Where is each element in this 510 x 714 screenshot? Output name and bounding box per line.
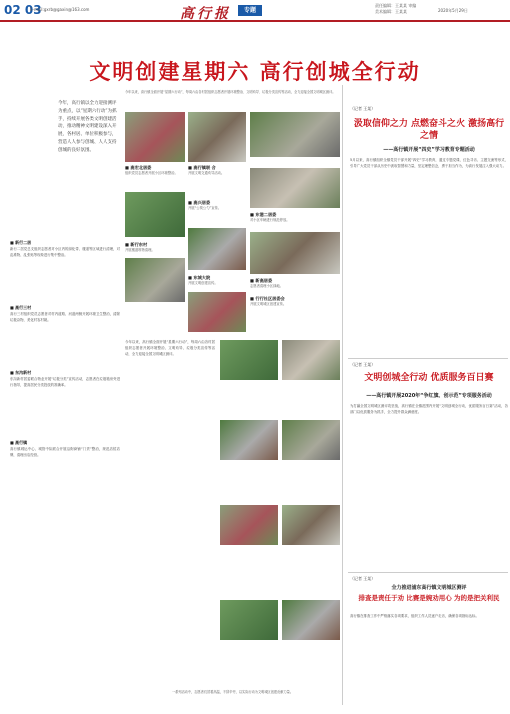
- photo-courtyard: [282, 340, 340, 380]
- photo-community-yard: [250, 112, 340, 157]
- photo-caption-title-2: ■ 高行镇联 合: [188, 165, 216, 170]
- photo-banner-event: [188, 292, 246, 332]
- photo-lawn-volunteers: [220, 420, 278, 460]
- photo-street-cleaning: [188, 112, 246, 162]
- section-head-1: ■ 新行二居: [10, 240, 32, 245]
- photo-corridor-cleanup: [188, 228, 246, 270]
- photo-caption-text-5: 开展楼道堆物清理。: [125, 248, 155, 252]
- article-2-title: 文明创城全行动 优质服务百日赛: [364, 373, 494, 383]
- page-number: 02 03: [4, 3, 42, 17]
- body-text-block-a: 今年以来，高行镇全面开展“星期六行动”，每周六由各村居组织志愿者开展环境整治、文明劝导、垃圾分类宣传等活动，全力迎接全国文明城区测评。: [125, 340, 215, 356]
- section-head-4: ■ 高行镇: [10, 440, 28, 445]
- article-3-title: 排查是责任于劝 比赛是婉劝用心 为的是把关利民: [358, 594, 500, 602]
- intro-paragraph: 今年，高行镇以全力迎接测评为重点，以“星期六行动”为抓手，持续开展各类文明创建活动，推动精神文明建设深入开展，各村居、单位积极参与，营造人人参与创城、人人支持创城的良好氛围。: [58, 101, 117, 153]
- email-address: E-mail:gxrb@gaxin@163.com: [30, 7, 90, 12]
- page-header: [0, 0, 510, 22]
- photo-caption-title-1: ■ 高宏北居委: [125, 165, 152, 170]
- article-1-title: 汲取信仰之力 点燃奋斗之火 激扬高行之情: [353, 119, 505, 141]
- photo-caption-title-8: ■ 行行社区居委会: [250, 296, 285, 301]
- article-2-tag: （记者 王某）: [350, 362, 376, 367]
- editor-line-1: 责任编辑：王某某 审编: [375, 3, 417, 8]
- photo-garden-bed: [220, 600, 278, 640]
- issue-date: 2020年5月29日: [438, 8, 468, 13]
- photo-volunteers-group: [125, 112, 185, 162]
- editor-line-2: 美术编辑：王某某: [375, 9, 407, 14]
- top-caption: 今年以来，高行镇全面开展“星期六行动”，每周六由各村居组织志愿者开展环境整治、文明劝导、垃圾分类宣传等活动，全力迎接全国文明城区测评。: [125, 90, 336, 94]
- section-text-1: 新行二居党总支组织志愿者对小区内的绿化带、楼道等区域进行清理，对乱堆物、乱张贴等现象进行集中整治。: [10, 247, 120, 257]
- photo-sidewalk: [282, 505, 340, 545]
- section-text-3: 东沟新村居委联合物业开展“垃圾分类”宣传活动，志愿者在垃圾箱房旁进行指导，提高居民分类投放的准确率。: [10, 377, 120, 387]
- bottom-note: 一系列活动中，志愿者们冒着高温，不辞辛劳，以实际行动为文明城区创建贡献力量。: [171, 690, 294, 694]
- article-2-body: 为打赢全国文明城区测评攻坚战，高行镇在全镇范围内开展“文明创城全行动，优质服务百日赛”活动，各部门以优质服务为抓手，全力提升群众满意度。: [350, 404, 508, 414]
- column-divider: [342, 85, 343, 705]
- section-head-2: ■ 高行三村: [10, 305, 32, 310]
- photo-caption-text-1: 组织党员志愿者开展小区环境整治。: [125, 171, 178, 175]
- photo-residential-path: [250, 232, 340, 274]
- article-3-deck: 全力推进浦东高行镇文明城区测评: [391, 585, 467, 591]
- photo-green-belt: [125, 192, 185, 237]
- photo-road-patrol: [282, 420, 340, 460]
- photo-park-entrance: [282, 600, 340, 640]
- photo-caption-text-4: 对小区车辆进行规范停放。: [250, 218, 290, 222]
- section-head-3: ■ 东沟新村: [10, 370, 32, 375]
- photo-flag-ceremony: [220, 505, 278, 545]
- photo-caption-title-7: ■ 新高居委: [250, 278, 273, 283]
- photo-caption-text-7: 志愿者清理小区绿地。: [250, 284, 283, 288]
- editor-credits: [375, 3, 416, 15]
- photo-caption-text-2: 开展文明交通劝导活动。: [188, 171, 225, 175]
- article-1-body: 5月以来，高行镇组织全镇党员干部开展“四史”学习教育，通过专题党课、红色寻访、主题交流等形式，引导广大党员干部从历史中汲取智慧和力量，坚定理想信念，勇于担当作为，为高行发展注入强大动力。: [350, 158, 508, 168]
- photo-caption-text-3: 开展“公筷公勺”宣传。: [188, 206, 222, 210]
- photo-caption-title-6: ■ 东城大院: [188, 275, 211, 280]
- photo-caption-text-6: 开展文明创建宣传。: [188, 281, 218, 285]
- photo-caption-title-4: ■ 东港二居委: [250, 212, 277, 217]
- article-3-body: 高行镇在排查工作中严格落实各项要求，组织工作人员逐户走访，确保各项指标达标。: [350, 614, 479, 618]
- main-headline: 文明创建星期六 高行创城全行动: [89, 60, 421, 84]
- photo-caption-text-8: 开展文明城区创建宣传。: [250, 302, 287, 306]
- section-text-4: 高行镇城运中心、城管中队联合开展沿街商铺“门责”整治，规范店招店牌，清理出店经营。: [10, 447, 120, 457]
- article-3-tag: （记者 王某）: [350, 576, 376, 581]
- photo-parking-area: [250, 168, 340, 208]
- photo-caption-title-3: ■ 高兴居委: [188, 200, 211, 205]
- section-text-2: 高行三村组织党员志愿者对村内道路、河道两侧开展环境卫生整治，清除垃圾杂物，美化村容村貌。: [10, 312, 120, 322]
- article-divider-2: [348, 572, 508, 573]
- photo-publicity-board: [125, 258, 185, 302]
- photo-caption-title-5: ■ 新行东村: [125, 242, 148, 247]
- section-badge: 专题: [238, 5, 262, 16]
- article-divider-1: [348, 358, 508, 359]
- article-1-tag: （记者 王某）: [350, 106, 376, 111]
- newspaper-brand: 高行报: [180, 6, 231, 22]
- article-2-deck: ——高行镇开展2020年“争红旗、创示范”专项服务活动: [366, 393, 492, 399]
- photo-river-side: [220, 340, 278, 380]
- article-1-deck: ——高行镇开展“四史”学习教育专题活动: [383, 147, 475, 153]
